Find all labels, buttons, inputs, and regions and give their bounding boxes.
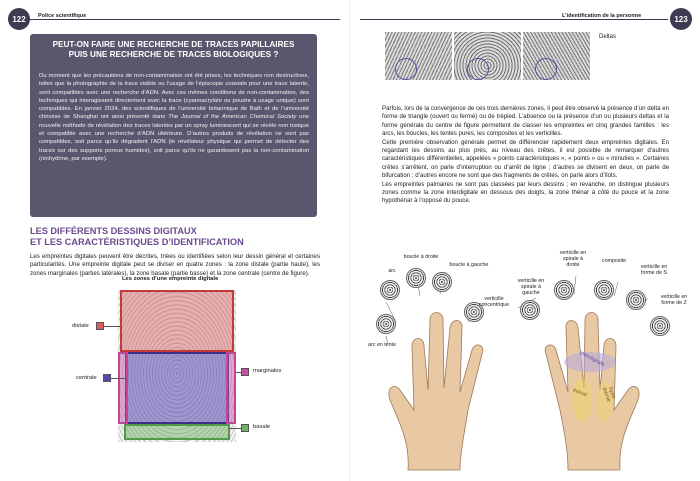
label-composite: composite — [601, 258, 627, 264]
swatch-distale — [96, 322, 104, 330]
leader-distale — [104, 326, 120, 327]
label-basale: basale — [253, 424, 271, 430]
label-thenar: thénar — [571, 387, 589, 399]
whorl-arc-en-tente — [376, 314, 396, 334]
running-title-right: L’identification de la personne — [562, 13, 642, 19]
deltas-label: Deltas — [599, 34, 617, 40]
header-rule-right — [360, 19, 668, 20]
swatch-marginales — [241, 368, 249, 376]
question-title-line1: PEUT-ON FAIRE UNE RECHERCHE DE TRACES PAPILLAIRES — [52, 40, 295, 49]
zone-marginale-right — [226, 352, 236, 424]
question-box-body — [39, 72, 309, 163]
delta-circle-2 — [467, 58, 489, 80]
running-title-left: Police scientifique — [38, 13, 87, 19]
label-verticille-spirale-gauche: verticille en spirale à gauche — [517, 278, 545, 296]
swatch-centrale — [103, 374, 111, 382]
label-verticille-forme-z: verticille en forme de Z — [660, 294, 688, 306]
question-body-text-2: une nouvelle méthode de révélation des traces latentes par un spray luminescent qui se révèle non toxique et compatible avec une recherche d’ADN ultérieure. D’autres produits de révélation ne sont pas compatibles, soit parce qu’ils dégradent l’ADN (le révélateur physique qui permet de détecter des traces sur des supports poreux humides), soit parce qu’ils ne garantissent pas la non-contamination (ninhydrine, par exemple). — [39, 114, 309, 162]
zone-thenar-tint — [572, 378, 592, 422]
question-body-text-1: Du moment que les précautions de non-contamination ont été prises, les techniques non destructives, telles que la photographie de la trace visible ou l’usage de l’épiscopie coaxiale pour une trace latente, sont compatibles avec une recherche d’ADN. Avec ces mêmes conditions de non-contamination, des techniques qui interagissent directement avec la trace (cyanoacrylate ou poudre à usage unique) sont compatibles. En janvier 2024, des scientifiques de l’université britannique de Bath et de l’université chinoise de Shanghai ont ainsi présenté dans — [39, 73, 309, 121]
delta-circle-3 — [535, 58, 557, 80]
zone-distale — [120, 290, 234, 352]
page-number-left: 122 — [8, 8, 30, 30]
label-distale: distale — [72, 323, 89, 329]
whorl-boucle-droite — [406, 268, 426, 288]
zone-marginale-left — [118, 352, 128, 424]
label-marginales: marginales — [253, 368, 282, 374]
whorl-verticille-forme-z — [650, 316, 670, 336]
label-boucle-gauche: boucle à gauche — [449, 262, 489, 268]
question-title-line2: PUIS UNE RECHERCHE DE TRACES BIOLOGIQUES ? — [68, 50, 279, 59]
section-title-line2: ET LES CARACTÉRISTIQUES D’IDENTIFICATION — [30, 236, 244, 247]
label-verticille-spirale-droite: verticille en spirale à droite — [559, 250, 587, 268]
leader-centrale — [111, 378, 125, 379]
section-title — [30, 226, 320, 247]
whorl-verticille-forme-s — [626, 290, 646, 310]
question-box — [30, 34, 317, 217]
label-verticille-concentrique: verticille concentrique — [478, 296, 510, 308]
label-boucle-droite: boucle à droite — [403, 254, 439, 260]
whorl-verticille-spirale-gauche — [520, 300, 540, 320]
header-rule-left — [30, 19, 340, 20]
leader-basale — [230, 428, 241, 429]
label-hypothenar: hypo thénar — [600, 386, 617, 404]
journal-name: The Journal of the American Chemical Society — [168, 114, 297, 121]
page-number-right: 123 — [670, 8, 692, 30]
section-body: Les empreintes digitales peuvent être décrites, triées ou identifiées selon leur dessin général et certaines particularités. Une empreinte digitale peut se diviser en quatre zones : la zone distale (partie haute), les zones marginales (parties latérales), la zone basale (partie basse) et la zone centrale (centre de figure). — [30, 253, 320, 277]
hands-illustration — [368, 250, 690, 475]
label-arc: arc — [388, 268, 396, 274]
right-paragraph-3: Les empreintes palmaires ne sont pas classées par leurs dessins ; en revanche, on distingue plusieurs zones comme la zone interdigitale en dessous des doigts, la zone thénar à côté du pouce et la zone hypothénar à l’opposé du pouce. — [382, 180, 669, 205]
whorl-arc — [380, 280, 400, 300]
whorl-verticille-spirale-droite — [554, 280, 574, 300]
label-centrale: centrale — [76, 375, 97, 381]
label-interdigitale: interdigitale — [578, 349, 606, 369]
right-paragraph-2: Cette première observation générale permet de différencier rapidement deux empreintes digitales. En regardant les dessins au plus près, au niveau des crêtes, il est possible de remarquer d’autres caractéristiques différentielles, appelées « points caractéristiques », « points » ou « minuties ». Certaines crêtes s’arrêtent, on parle d’interruption ou d’arrêt de ligne ; d’autres se divisent en deux, on parle de bifurcation ; d’autres encore ne sont que des fragments de crêtes, on parle alors d’îlots. — [382, 138, 669, 180]
label-verticille-forme-s: verticille en forme de S — [640, 264, 668, 276]
zone-centrale — [125, 352, 229, 424]
figure-caption: Les zones d’une empreinte digitale — [122, 276, 219, 282]
right-body-text — [382, 105, 669, 206]
right-paragraph-1: Parfois, lors de la convergence de ces trois dernières zones, il peut être observé la présence d’un delta en forme de triangle (ouvert ou fermé) ou de trépied. L’absence ou la présence d’un ou plusieurs deltas et la forme générale du centre de figure permettent de classer les empreintes en cinq grandes familles : les arcs, les boucles, les tentes pures, les composites et les verticilles. — [382, 105, 669, 138]
delta-circle-1 — [395, 58, 417, 80]
whorl-boucle-gauche — [432, 272, 452, 292]
section-title-line1: LES DIFFÉRENTS DESSINS DIGITAUX — [30, 226, 197, 236]
delta-photo-3 — [523, 32, 590, 80]
whorl-composite — [594, 280, 614, 300]
swatch-basale — [241, 424, 249, 432]
question-box-title — [40, 40, 307, 60]
label-arc-en-tente: arc en tente — [368, 342, 396, 348]
zone-basale — [124, 424, 230, 440]
